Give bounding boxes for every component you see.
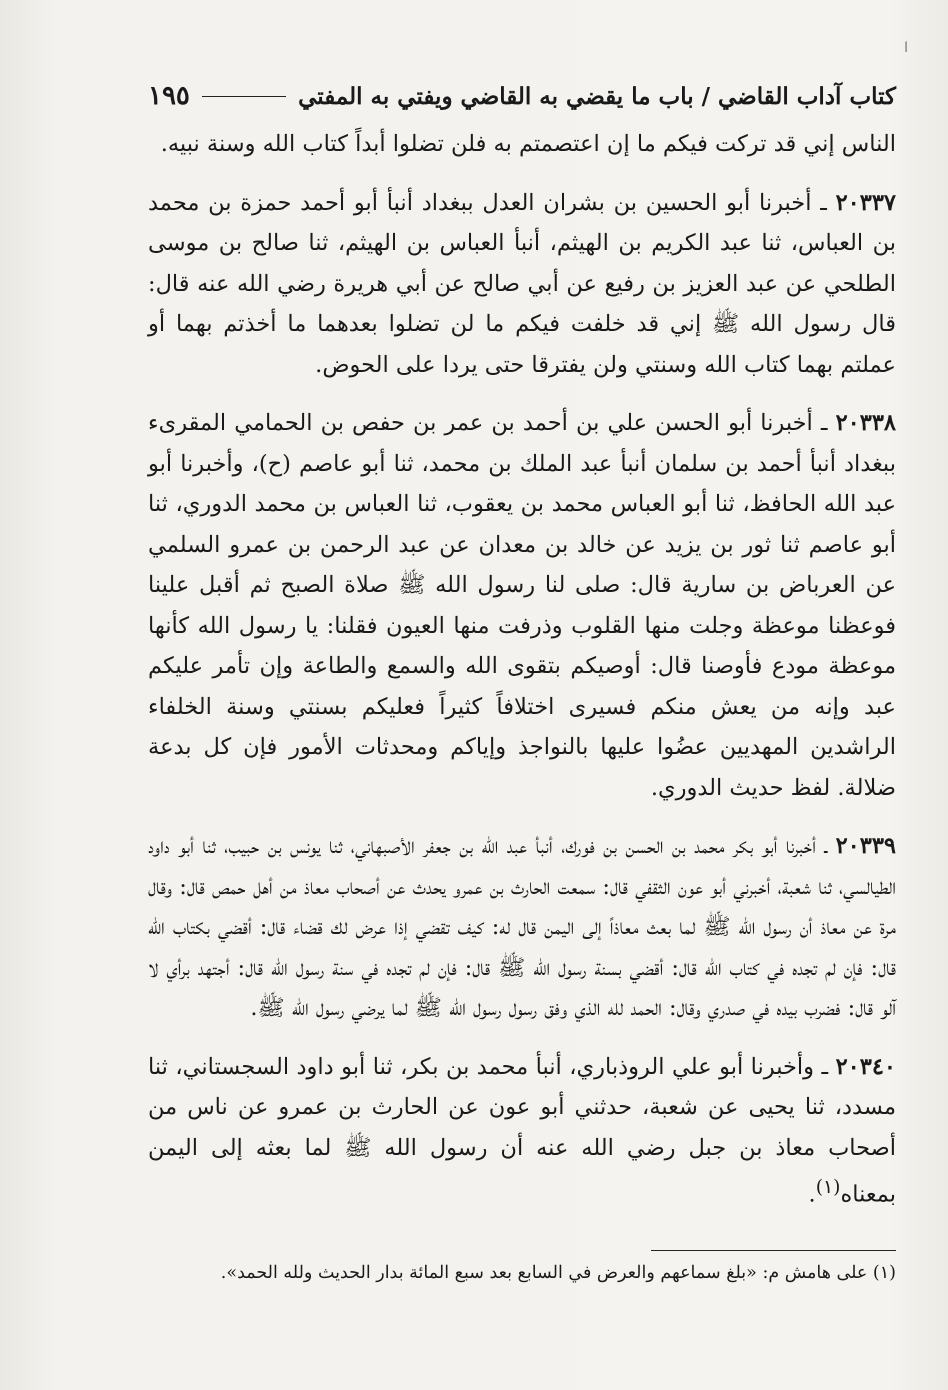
footnote-rule <box>651 1250 896 1251</box>
hadith-20338 <box>148 403 896 808</box>
paragraph-tail: . <box>808 1181 816 1208</box>
hadith-number: ٢٠٣٣٨ <box>835 410 896 436</box>
hadith-number: ٢٠٣٣٩ <box>835 833 896 859</box>
hadith-number: ٢٠٣٣٧ <box>835 189 896 216</box>
corner-mark: ا <box>904 40 908 56</box>
running-header <box>148 74 896 118</box>
paragraph-text: الناس إني قد تركت فيكم ما إن اعتصمتم به فلن تضلوا أبداً كتاب الله وسنة نبيه. <box>160 131 896 157</box>
paragraph-continuation <box>148 124 896 165</box>
paragraph-text: ـ وأخبرنا أبو علي الروذباري، أنبأ محمد بن بكر، ثنا أبو داود السجستاني، ثنا مسدد، ثنا يحيى عن شعبة، حدثني أبو عون عن الحارث بن عمرو عن ناس من أصحاب معاذ بن جبل رضي الله عنه أن رسول الله ﷺ لما بعثه إلى اليمن بمعناه <box>148 1053 896 1208</box>
paragraph-text: ـ أخبرنا أبو الحسن علي بن أحمد بن عمر بن حفص بن الحمامي المقرىء ببغداد أنبأ أحمد بن سلمان أنبأ عبد الملك بن محمد، ثنا أبو عاصم (ح)، وأخبرنا أبو عبد الله الحافظ، ثنا أبو العباس محمد بن يعقوب، ثنا العباس بن محمد الدوري، ثنا أبو عاصم ثنا ثور بن يزيد عن خالد بن معدان عن عبد الرحمن بن عمرو السلمي عن العرباض بن سارية قال: صلى لنا رسول الله ﷺ صلاة الصبح ثم أقبل علينا فوعظنا موعظة وجلت منها القلوب وذرفت منها العيون فقلنا: يا رسول الله كأنها موعظة مودع فأوصنا قال: أوصيكم بتقوى الله والسمع والطاعة وإن تأمر عليكم عبد وإنه من يعش منكم فسيرى اختلافاً كثيراً فعليكم بسنتي وسنة الخلفاء الراشدين المهديين عضُوا عليها بالنواجذ وإياكم ومحدثات الأمور فإن كل بدعة ضلالة. لفظ حديث الدوري. <box>148 410 896 801</box>
header-rule <box>202 96 286 97</box>
hadith-20337 <box>148 183 896 386</box>
footnote: (١) على هامش م: «بلغ سماعهم والعرض في السابع بعد سبع المائة بدار الحديث ولله الحمد». <box>220 1263 896 1283</box>
hadith-20340 <box>148 1047 896 1216</box>
hadith-20339 <box>148 826 896 1029</box>
header-title: كتاب آداب القاضي / باب ما يقضي به القاضي ويفتي به المفتي <box>298 82 896 110</box>
paragraph-text: ـ أخبرنا أبو بكر محمد بن الحسن بن فورك، أنبأ عبد الله بن جعفر الأصبهاني، ثنا يونس بن حبيب، ثنا أبو داود الطيالسي، ثنا شعبة، أخبرني أبو عون الثقفي قال: سمعت الحارث بن عمرو يحدث عن أصحاب معاذ من أهل حمص قال: وقال مرة عن معاذ أن رسول الله ﷺ لما بعث معاذاً إلى اليمن قال له: كيف تقضي إذا عرض لك قضاء قال: أقضي بكتاب الله قال: فإن لم تجده في كتاب الله قال: أقضي بسنة رسول الله ﷺ قال: فإن لم تجده في سنة رسول الله قال: أجتهد برأي لا آلو قال: فضرب بيده في صدري وقال: الحمد لله الذي وفق رسول رسول الله ﷺ لما يرضي رسول الله ﷺ. <box>148 833 897 1021</box>
paragraph-text: ـ أخبرنا أبو الحسين بن بشران العدل ببغداد أنبأ أبو أحمد حمزة بن محمد بن العباس، ثنا عبد الكريم بن الهيثم، أنبأ العباس بن الهيثم، ثنا صالح بن موسى الطلحي عن عبد العزيز بن رفيع عن أبي صالح عن أبي هريرة رضي الله عنه قال: قال رسول الله ﷺ إني قد خلفت فيكم ما لن تضلوا بعدهما ما أخذتم بهما أو عملتم بهما كتاب الله وسنتي ولن يفترقا حتى يردا على الحوض. <box>148 189 896 378</box>
hadith-number: ٢٠٣٤٠ <box>835 1053 896 1080</box>
footnote-ref: (١) <box>815 1177 841 1198</box>
page-number: ١٩٥ <box>148 81 190 111</box>
page-body <box>148 124 896 1215</box>
